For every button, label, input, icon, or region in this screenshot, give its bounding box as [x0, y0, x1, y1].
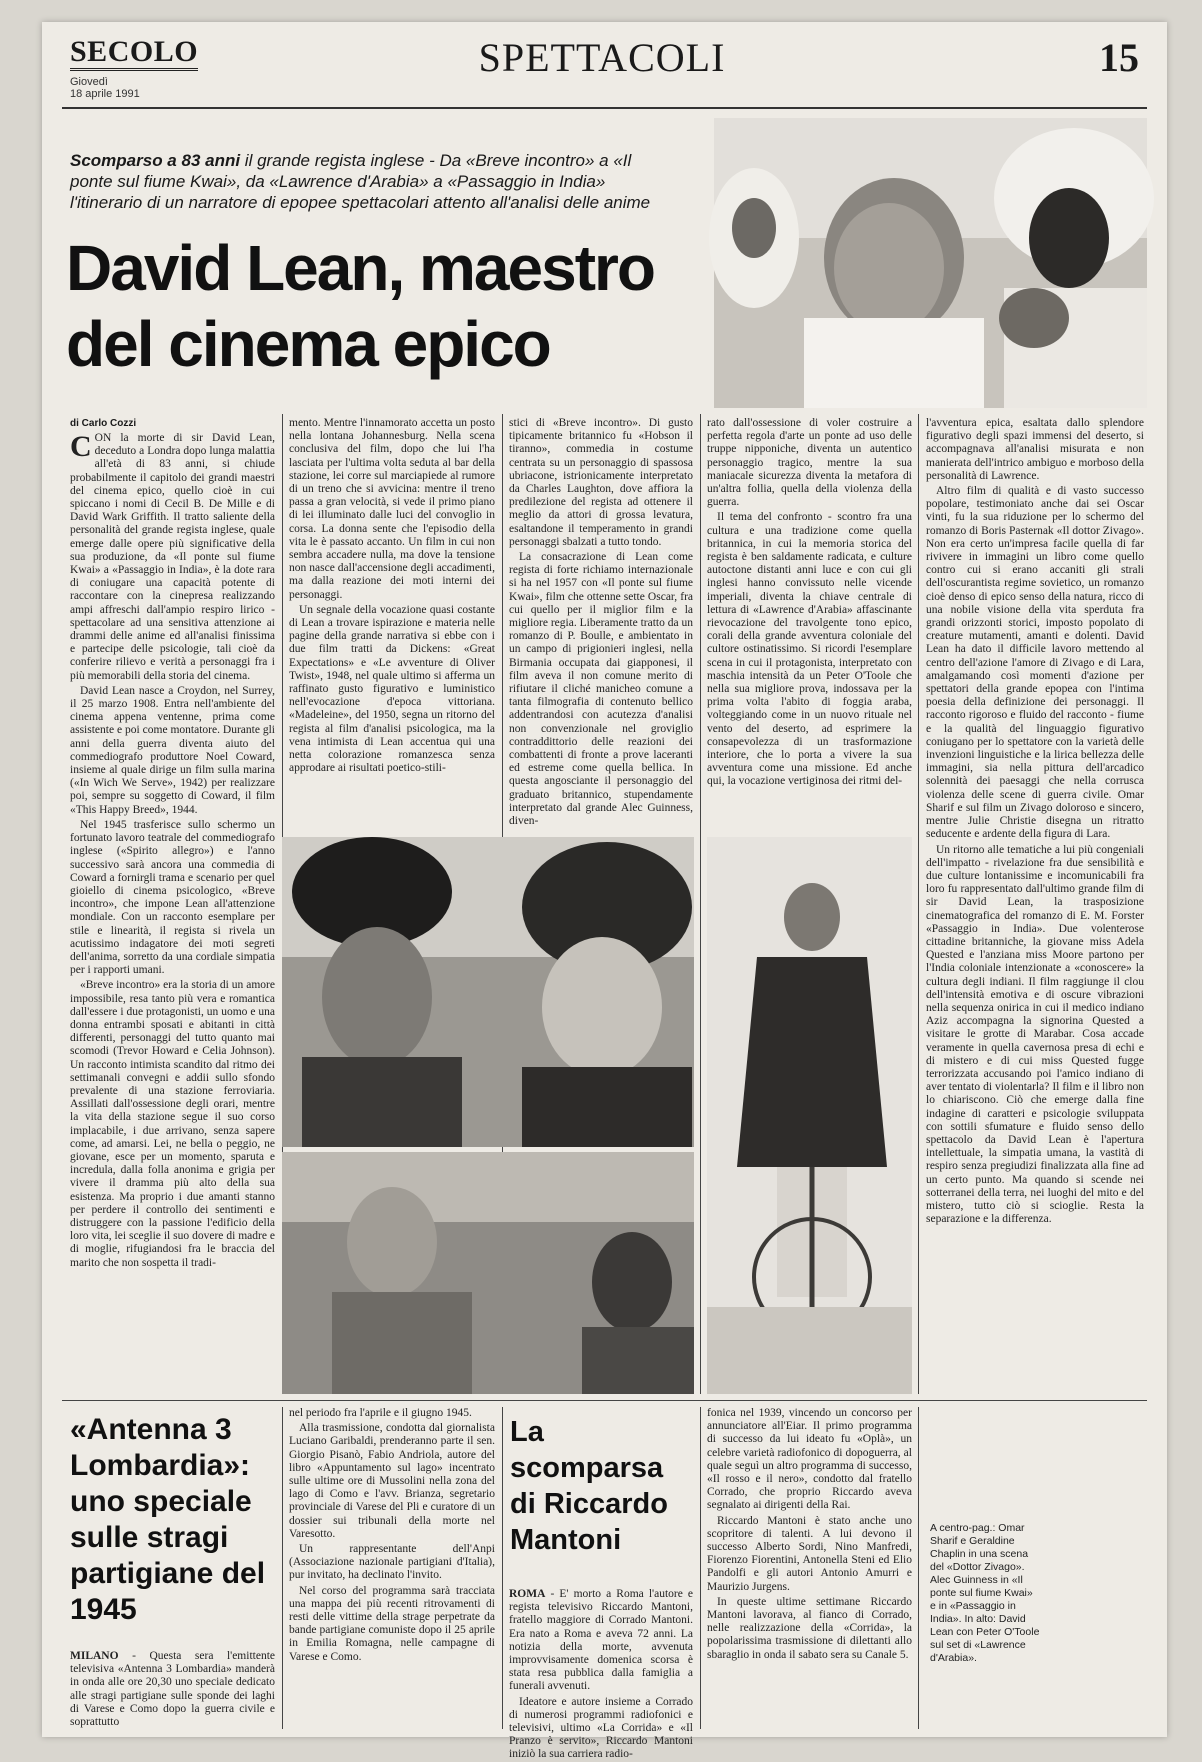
- mantoni-column-a: [509, 1588, 694, 1761]
- paragraph: In queste ultime settimane Riccardo Mantoni lavorava, al fianco di Corrado, nelle realizzazione della «Corrida», la popolarissima trasmissione di dilettanti allo sbaraglio in onda il sabato sera su Canale 5.: [707, 1595, 912, 1661]
- paragraph: - Questa sera l'emittente televisiva «Antenna 3 Lombardia» manderà in onda alle ore 20,30 uno speciale dedicato alle stragi partigiane sulle sponde dei laghi di Varese e Como dopo la guerra civile e soprattutto: [70, 1650, 275, 1729]
- antenna-column-a: [70, 1650, 275, 1730]
- paragraph: Un segnale della vocazione quasi costante di Lean a trovare ispirazione e materia nelle pagine della grande narrativa si ebbe con i due film tratti da Dickens: «Great Expectations» e «Le avventure di Oliver Twist», 1948, nel quale ultimo si afferma un raffinato gusto figurativo e luministico nell'evocazione d'epoca vittoriana. «Madeleine», del 1950, segna un ritorno del regista al film d'analisi psicologica, ma la vena intimista di Lean accentua qui una netta colorazione romanzesca senza approdare ai risultati poetico-stili-: [289, 603, 495, 775]
- paragraph: ON la morte di sir David Lean, deceduto a Londra dopo lunga malattia all'età di 83 anni, si chiude probabilmente il capitolo dei grandi maestri del cinema epico, quello cioè in cui spiccano i nomi di Cecil B. De Mille e di David Wark Griffith. Il tratto saliente della personalità del grande regista inglese, quale emerge dalle opere più significative della sua produzione, da «Il ponte sul fiume Kwai» a «Passaggio in India», è la dote rara di coniugare una capacità potente di raccontare con la cinepresa realizzando ampi affreschi dall'ampio respiro lirico - spettacolare ad una sensitiva attenzione ai drammi delle anime ed all'analisi finissima e partecipe delle psicologie, tali cioè da conferire rilievo e verità a personaggi fra i più memorabili della storia del cinema.: [70, 432, 275, 682]
- antenna-headline: «Antenna 3 Lombardia»: uno speciale sulle stragi partigiane del 1945: [70, 1413, 266, 1626]
- paragraph: Un rappresentante dell'Anpi (Associazione nazionale partigiani d'Italia), pur invitato, ha declinato l'invito.: [289, 1543, 495, 1582]
- section-rule: [62, 1400, 1147, 1401]
- article-column-4: [707, 417, 912, 835]
- column-rule: [918, 414, 919, 1394]
- article-column-2: [289, 417, 495, 835]
- page-number: 15: [1099, 35, 1139, 80]
- photo-guinness-india: [707, 837, 912, 1394]
- deck-lead: Scomparso a 83 anni: [70, 151, 241, 170]
- main-headline: [66, 230, 666, 382]
- paragraph: «Breve incontro» era la storia di un amore impossibile, resa tanto più vera e romantica dall'essere i due protagonisti, un uomo e una donna entrambi sposati e abitanti in città differenti, personaggi del tutto quanto mai scomodi (Trevor Howard e Celia Johnson). Un racconto intimista scandito dal ritmo dei settimanali convegni e addii sullo sfondo prevalente di una stazione ferroviaria. Assillati dall'ossessione degli orari, mentre la vita della stazione segue il suo corso implacabile, i due arrivano, senza sapere come, ad amarsi. Lei, ne bella o peggio, ne giovane, esce per un momento, sparuta e incredula, dalla folla anonima e grigia per vivere il dramma più alto della sua esistenza. Ma proprio i due amanti stanno per perdere il controllo dei sentimenti e distruggere con la passione l'edificio della loro vita, lei sceglie il suo dovere di madre e di moglie, rifugiandosi fra le braccia del marito che non sospetta il tradi-: [70, 979, 275, 1269]
- headline-line-2: del cinema epico: [66, 308, 550, 380]
- paragraph: rato dall'ossessione di voler costruire a perfetta regola d'arte un ponte ad uso delle truppe nipponiche, diventa un autentico personaggio tragico, mentre la sua maniacale sicurezza diventa la metafora di un'altra follia, quella della violenza della guerra.: [707, 417, 912, 509]
- section-name: SPETTACOLI: [478, 35, 726, 80]
- headline-line-1: David Lean, maestro: [66, 232, 654, 304]
- paragraph: Il tema del confronto - scontro fra una cultura e una tradizione come quella britannica, in cui la memoria storica del regista è ben saldamente radicata, e culture autoctone distanti anni luce e con cui gli inglesi hanno convissuto nelle vicende imperiali, diventa la chiave centrale di lettura di «Lawrence d'Arabia» affascinante rievocazione del travolgente tono epico, corali della grande avventura coloniale del cultore ostinatissimo. Si ricordi l'esemplare scena in cui il protagonista, interpretato con maschia intensità da un Peter O'Toole che nella sua migliore prova, indossava per la prima volta l'abito di foggia araba, volteggiando come in un nuovo rituale nel vento del deserto, ad esprimere la consapevolezza di un trasformazione interiore, che lo porta a vivere la sua avventura come una missione. Ed anche qui, la vocazione vertiginosa dei ritmi del-: [707, 511, 912, 788]
- paragraph: nel periodo fra l'aprile e il giugno 1945.: [289, 1407, 472, 1419]
- photo-guinness-india-image: [707, 837, 912, 1394]
- issue-date: 18 aprile 1991: [70, 88, 140, 100]
- article-column-3: [509, 417, 693, 835]
- masthead-rule: [62, 107, 1147, 109]
- paper-name: SECOLO: [70, 36, 198, 71]
- paragraph: stici di «Breve incontro». Di gusto tipicamente britannico fu «Hobson il tiranno», commedia in costume centrata su un personaggio di spassosa ubriacone, istrionicamente interpretato da Charles Laughton, dove affiora la predilezione del regista ad ottenere il meglio da attori di grossa levatura, esaltandone il temperamento in grandi personaggi sbalzati a tutto tondo.: [509, 417, 693, 548]
- paragraph: Nel 1945 trasferisce sullo schermo un fortunato lavoro teatrale del commediografo inglese («Spirito allegro») e l'anno successivo sarà ancora una commedia di Coward a fornirgli trama e scenario per quel gioiello di cinema psicologico, «Breve incontro», che impone Lean all'attenzione mondiale. Con un racconto esemplare per stile e linearità, il regista si rivela un acutissimo indagatore dei moti segreti dell'anima, sorretto da una cordiale simpatia per i rapporti umani.: [70, 818, 275, 977]
- paragraph: Ideatore e autore insieme a Corrado di numerosi programmi radiofonici e televisivi, ultimo «La Corrida» e «Il Pranzo è servito», Riccardo Mantoni iniziò la sua carriera radio-: [509, 1695, 693, 1761]
- photo-caption: A centro-pag.: Omar Sharif e Geraldine Chaplin in una scena del «Dottor Zivago». Alec Guinness in «Il ponte sul fiume Kwai» e in «Passaggio in India». In alto: David Lean con Peter O'Toole sul set di «Lawrence d'Arabia».: [930, 1522, 1040, 1664]
- byline: di Carlo Cozzi: [70, 418, 137, 429]
- photo-guinness-kwai-image: [282, 1152, 694, 1394]
- paragraph: Un ritorno alle tematiche a lui più congeniali dell'impatto - rivelazione fra due sensibilità e due culture lontanissime e incomunicabili fra loro fu rappresentato dall'ultimo grande film di sir David Lean, la trasposizione cinematografica del romanzo di E. M. Forster «Passaggio in India». Due volenterose cittadine britanniche, la giovane miss Adela Quested e l'anziana miss Moore partono per l'India coloniale intenzionate a «conoscere» la cultura degli indiani. Il film raggiunge il clou dell'intensità emotiva e di oscure vibrazioni nella sequenza onirica in cui il medico indiano Aziz accompagna la signorina Quested a visitare le grotte di Marabar. Cosa accade veramente in quella cavernosa presa di echi e di mistero e di cui miss Quested fugge terrorizzata accusando poi l'amico indiano di aver tentato di violentarla? Il film e il libro non lo chiariscono. Ciò che emerge dalla fine indagine di caratteri e psicologie sviluppata con sottili sfumature e fluido senso dello spettacolo da David Lean è l'apertura intellettuale, la simpatia umana, la vastità di respiro senza pregiudizi finalizzata alla fine ad un certo punto. Ma quando si scende nei sotterranei della terra, nei luoghi del mito e del mistero, tutto ciò si scioglie. Resta la separazione e la differenza.: [926, 843, 1144, 1226]
- photo-lean-otoole-image: [714, 118, 1147, 408]
- paragraph: David Lean nasce a Croydon, nel Surrey, il 25 marzo 1908. Entra nell'ambiente del cinema appena ventenne, prima come assistente e poi come montatore. Durante gli anni della guerra diventa aiuto del commediografo produttore Noel Coward, insieme al quale dirige un film sulla marina («In Wich We Serve», 1942) per realizzare poi, sempre su soggetto di Coward, il film «This Happy Breed», 1944.: [70, 684, 275, 816]
- paragraph: mento. Mentre l'innamorato accetta un posto nella lontana Johannesburg. Nella scena conclusiva del film, dopo che lui l'ha lasciata per l'ultima volta seduta al bar della stazione, lei corre sul marciapiede al rumore di un treno che si avvicina: mentre il treno passa a gran velocità, si vede il primo piano di lei illuminato dalle luci del convoglio in corsa. La donna sente che l'episodio della vita le è passato accanto. Un film in cui non sembra accadere nulla, ma dove la tensione non nasce dall'accensione degli accadimenti, ma dalla reazione dei moti interni dei personaggi.: [289, 417, 495, 601]
- paragraph: La consacrazione di Lean come regista di forte richiamo internazionale si ha nel 1957 con «Il ponte sul fiume Kwai», film che ottenne sette Oscar, fra cui quello per il miglior film e la migliore regia. Liberamente tratto da un romanzo di P. Boulle, e ambientato in un campo di prigionieri inglesi, nella Birmania occupata dai giapponesi, il film aveva il non comune merito di rifiutare il cliché manicheo comune a tanta filmografia di contenuto bellico addentrandosi con acutezza d'analisi non convenzionale nel groviglio contraddittorio delle reazioni dei combattenti di fronte a prove laceranti ed estreme come quella bellica. In questa angosciante il personaggio del graduato britannico, stupendamente interpretato dal grande Alec Guinness, diven-: [509, 551, 693, 828]
- paragraph: fonica nel 1939, vincendo un concorso per annunciatore all'Eiar. Il primo programma di successo da lui ideato fu «Oplà», un celebre varietà radiofonico di dopoguerra, al quale seguì un altro programma di successo, «Il rosso e il nero», condotto dal fratello Corrado, che proprio Riccardo aveva segnalato ai dirigenti della Rai.: [707, 1407, 912, 1512]
- column-rule: [700, 1407, 701, 1729]
- paper-date: [70, 76, 140, 100]
- deck-rest: il grande regista inglese - Da «Breve incontro» a «Il ponte sul fiume Kwai», da «Lawrence d'Arabia» a «Passaggio in India» l'itinerario di un narratore di epopee spettacolari attento all'analisi delle anime: [70, 151, 651, 212]
- dropcap: C: [70, 430, 92, 463]
- dateline: ROMA: [509, 1588, 546, 1600]
- story-deck: [70, 150, 670, 213]
- column-rule: [700, 414, 701, 1394]
- antenna-column-b: [289, 1407, 495, 1729]
- paragraph: Nel corso del programma sarà tracciata una mappa dei più recenti ritrovamenti di resti delle vittime della strage perpetrate da bande partigiane comuniste dopo il 25 aprile in Emilia Romagna, nelle campagne di Varese e Como.: [289, 1584, 495, 1663]
- photo-sharif-chaplin: [282, 837, 694, 1147]
- column-rule: [918, 1407, 919, 1729]
- paragraph: - E' morto a Roma l'autore e regista televisivo Riccardo Mantoni, fratello maggiore di Corrado Mantoni. Era nato a Roma e aveva 72 anni. La notizia della morte, avvenuta improvvisamente domenica scorsa è stata resa pubblica dalla famiglia a funerali avvenuti.: [509, 1588, 694, 1693]
- column-rule: [502, 1407, 503, 1729]
- article-column-1: [70, 432, 275, 1394]
- paragraph: l'avventura epica, esaltata dallo splendore figurativo degli spazi immensi del deserto, si accompagnava all'analisi misurata e non manierata dell'intrico ambiguo e morboso della personalità di Lawrence.: [926, 417, 1144, 482]
- mantoni-column-b: [707, 1407, 912, 1729]
- newspaper-page: [42, 22, 1167, 1761]
- photo-lean-otoole: [714, 118, 1147, 408]
- mantoni-headline: La scomparsa di Riccardo Mantoni: [510, 1416, 668, 1556]
- paragraph: Alla trasmissione, condotta dal giornalista Luciano Garibaldi, prenderanno parte il sen. Giorgio Pisanò, Fabio Andriola, autore del libro «Appuntamento sul lago» incentrato sulle ultime ore di Mussolini nella zona del lago di Como e l'avv. Brianza, segretario provinciale di Varese del Pli e curatore di un dossier sui tribunali della morte nel Varesotto.: [289, 1422, 495, 1540]
- dateline: MILANO: [70, 1650, 119, 1662]
- weekday: Giovedì: [70, 76, 108, 88]
- column-rule: [282, 1407, 283, 1729]
- article-column-5: [926, 417, 1144, 1394]
- photo-guinness-kwai: [282, 1152, 694, 1394]
- photo-sharif-chaplin-image: [282, 837, 694, 1147]
- paragraph: Riccardo Mantoni è stato anche uno scopritore di talenti. A lui devono il successo Alberto Sordi, Nino Manfredi, Fiorenzo Fiorentini, Antonella Steni ed Elio Pandolfi e gli autori Antonio Amurri e Maurizio Jurgens.: [707, 1514, 912, 1593]
- paragraph: Altro film di qualità e di vasto successo popolare, testimoniato anche dai sei Oscar vinti, fu la sua riduzione per lo schermo del romanzo di Boris Pasternak «Il dottor Zivago». Non era certo un'impresa facile quella di far rivivere in immagini un libro come quello contro cui si erano accaniti gli strali dell'oscurantista regime sovietico, un romanzo cioè denso di epico senso della natura, ricco di una nobile visione della vita sperduta fra grandi orizzonti storici, imposto popolato di creature mutamenti, amanti e dolenti. David Lean ha dato il difficile lavoro mettendo al centro dell'azione l'amore di Zivago e di Lara, amalgamando così momenti d'azione per spettatori della grande epopea con l'intima poesia della definizione dei personaggi. Il racconto rigoroso e fluido del racconto - fiume e la qualità del linguaggio figurativo coniugano per lo spettatore con la varietà delle invenzioni linguistiche e la lirica bellezza delle immagini, sia nella pittura dell'arcadico solennità dei paesaggi che nella corrusca violenza delle scene di guerra civile. Omar Sharif e sul film un Zivago doloroso e sincero, mentre Julie Christie disegna un ritratto seducente e ardente della figura di Lara.: [926, 485, 1144, 841]
